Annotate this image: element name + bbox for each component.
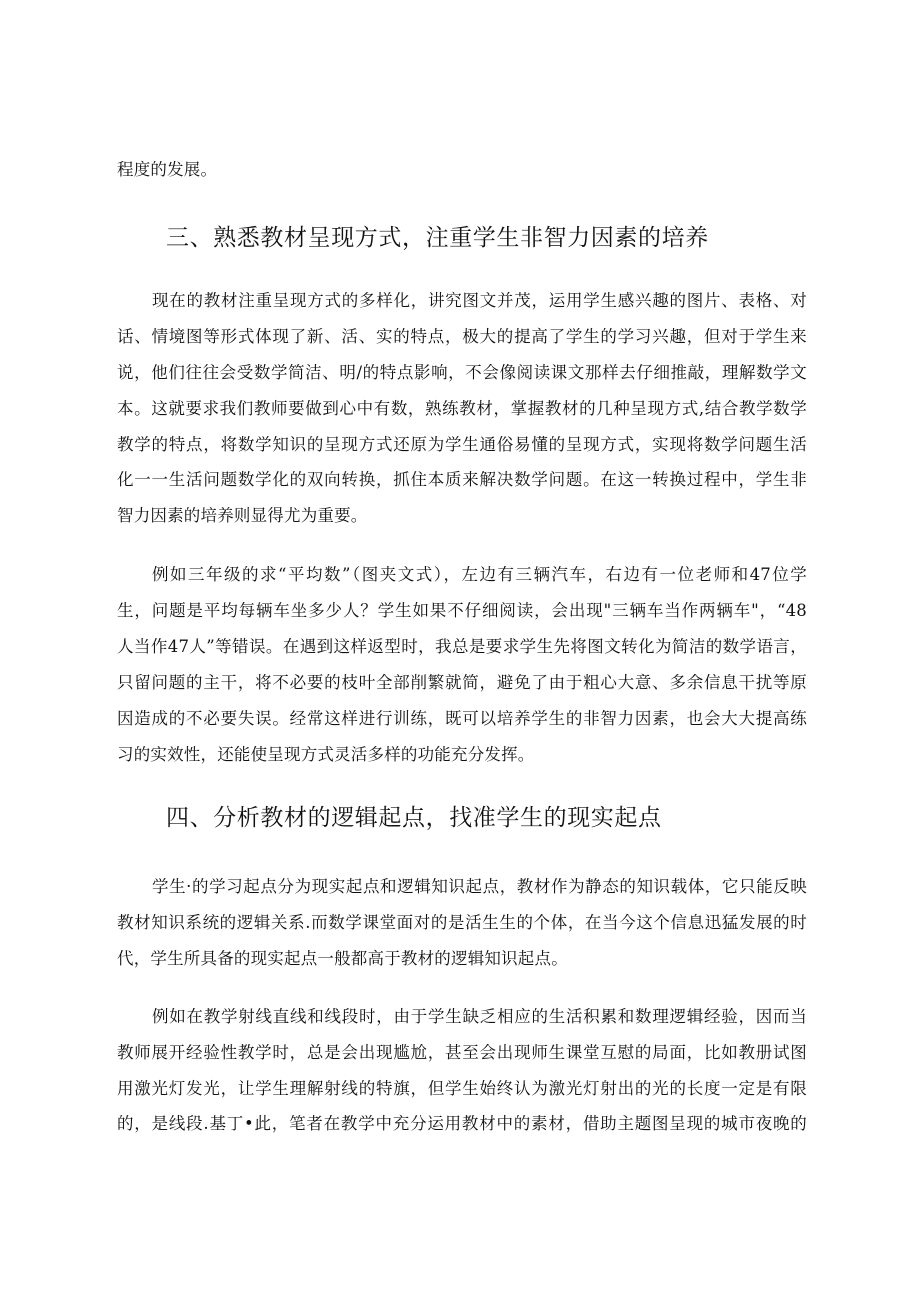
paragraph-line: 智力因素的培养则显得尤为重要。	[117, 506, 368, 525]
paragraph-line: 例如三年级的求“平均数”（图夹文式），左边有三辆汽车，右边有一位老师和47位学	[152, 565, 807, 584]
paragraph-line: 生，问题是平均每辆车坐多少人？学生如果不仔细阅读，会出现"三辆车当作两辆车"，“48	[117, 601, 807, 620]
section-4-heading: 四、分析教材的逻辑起点，找准学生的现实起点	[166, 805, 662, 831]
paragraph-line: 本。这就要求我们教师要做到心中有数，熟练教材，掌握教材的几种呈现方式,结合教学数学	[117, 399, 807, 418]
paragraph-line: 化一一生活问题数学化的双向转换，抓住本质来解决数学问题。在这一转换过程中，学生非	[117, 470, 807, 489]
paragraph-line: 人当作47人”等错误。在遇到这样返型时，我总是要求学生先将图文转化为简洁的数学语言，	[117, 637, 807, 656]
paragraph-line: 因造成的不必要失误。经常这样进行训练，既可以培养学生的非智力因素，也会大大提高练	[117, 709, 807, 728]
paragraph-line: 说，他们往往会受数学简洁、明/的特点影响，不会像阅读课文那样去仔细推敲，理解数学文	[117, 363, 807, 382]
section-3-heading: 三、熟悉教材呈现方式，注重学生非智力因素的培养	[166, 225, 709, 251]
paragraph-line: 教师展开经验性教学时，总是会出现尴尬，甚至会出现师生课堂互慰的局面，比如教册试图	[117, 1043, 807, 1062]
paragraph-line: 学生·的学习起点分为现实起点和逻辑知识起点，教材作为静态的知识载体，它只能反映	[152, 877, 807, 896]
paragraph-line: 代，学生所具备的现实起点一般都高于教材的逻辑知识起点。	[117, 949, 568, 968]
paragraph-line: 习的实效性，还能使呈现方式灵活多样的功能充分发挥。	[117, 745, 535, 764]
paragraph-line: 话、情境图等形式体现了新、活、实的特点，极大的提高了学生的学习兴趣，但对于学生来	[117, 327, 807, 346]
paragraph-line: 的，是线段.基丁•此，笔者在教学中充分运用教材中的素材，借助主题图呈现的城市夜晚的	[117, 1114, 807, 1133]
paragraph-line: 现在的教材注重呈现方式的多样化，讲究图文并茂，运用学生感兴趣的图片、表格、对	[152, 291, 807, 310]
paragraph-line: 只留问题的主干，将不必要的枝叶全部削繁就简，避免了由于粗心大意、多余信息干扰等原	[117, 673, 807, 692]
lead-text-line: 程度的发展。	[117, 160, 218, 179]
paragraph-line: 用激光灯发光，让学生理解射线的特旗，但学生始终认为激光灯射出的光的长度一定是有限	[117, 1079, 807, 1098]
paragraph-line: 例如在教学射线直线和线段时，由于学生缺乏相应的生活积累和数理逻辑经验，因而当	[152, 1007, 807, 1026]
paragraph-line: 教学的特点，将数学知识的呈现方式还原为学生通俗易懂的呈现方式，实现将数学问题生活	[117, 435, 807, 454]
paragraph-line: 教材知识系统的逻辑关系.而数学课堂面对的是活生生的个体，在当今这个信息迅猛发展的时	[117, 913, 807, 932]
